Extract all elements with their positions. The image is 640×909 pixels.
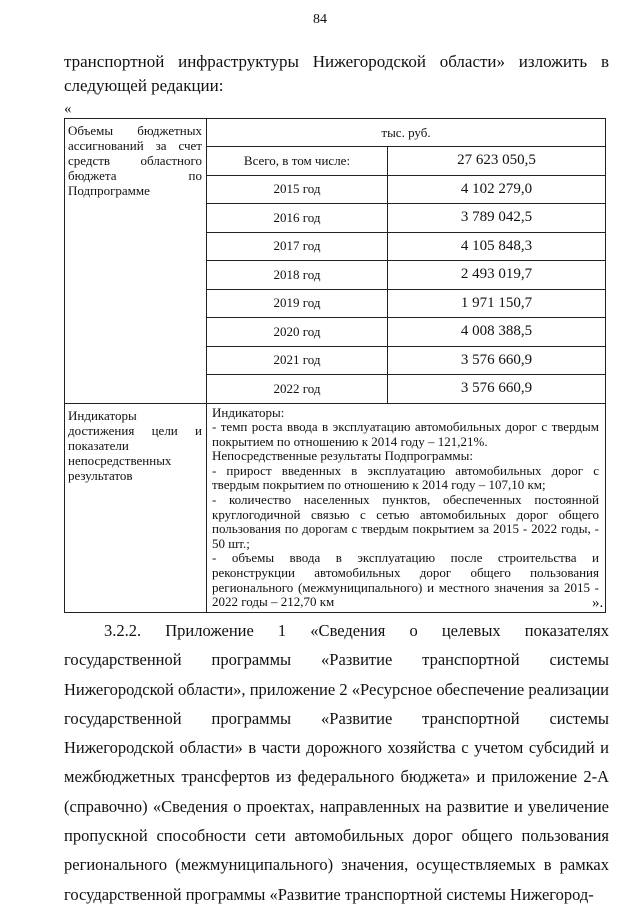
value-cell: 4 105 848,3 (388, 232, 606, 261)
page-number: 84 (313, 12, 327, 27)
quote-open-mark: « (64, 101, 72, 117)
indicators-label-cell: Индикаторы достижения цели и показатели непосредственных результатов (65, 403, 207, 612)
year-cell: 2022 год (207, 375, 388, 404)
value-cell: 4 102 279,0 (388, 175, 606, 204)
value-cell: 3 789 042,5 (388, 204, 606, 233)
total-value-cell: 27 623 050,5 (388, 147, 606, 176)
budget-table (64, 118, 606, 613)
indicator-line: Индикаторы: (212, 404, 285, 420)
indicator-line: - темп роста ввода в эксплуатацию автомобильных дорог с твердым покрытием по отношению к 2014 году – 121,21%. (212, 419, 599, 449)
indicator-line: - прирост введенных в эксплуатацию автомобильных дорог с твердым покрытием по отношению к 2014 году – 107,10 км; (212, 462, 599, 493)
year-cell: 2018 год (207, 261, 388, 290)
year-cell: 2017 год (207, 232, 388, 261)
year-cell: 2016 год (207, 204, 388, 233)
body-paragraph: 3.2.2. Приложение 1 «Сведения о целевых показателях государственной программы «Развитие транспортной системы Нижегородской области», приложение 2 «Ресурсное обеспечение реализации государственной программы «Развитие транспортной системы Нижегородской области» в части дорожного хозяйства с учетом субсидий и межбюджетных трансфертов из федерального бюджета» и приложение 2-А (справочно) «Сведения о проектах, направленных на развитие и увеличение пропускной способности сети автомобильных дорог общего пользования регионального (межмуниципального) значения, осуществляемых в рамках государственной программы «Развитие транспортной системы Нижегород- (64, 621, 609, 904)
indicator-line: - объемы ввода в эксплуатацию после строительства и реконструкции автомобильных дорог общего пользования регионального (межмуниципального) и местного значения за 2015 - 2022 годы – 212,70 км (212, 550, 599, 610)
unit-cell: тыс. руб. (207, 119, 606, 147)
indicator-line: Непосредственные результаты Подпрограммы: (212, 448, 473, 464)
year-cell: 2015 год (207, 175, 388, 204)
value-cell: 1 971 150,7 (388, 289, 606, 318)
year-cell: 2019 год (207, 289, 388, 318)
total-label-cell: Всего, в том числе: (207, 147, 388, 176)
value-cell: 3 576 660,9 (388, 375, 606, 404)
year-cell: 2021 год (207, 346, 388, 375)
indicators-cell (207, 403, 606, 612)
quote-close-mark: ». (592, 595, 604, 611)
intro-paragraph: транспортной инфраструктуры Нижегородской области» изложить в следующей редакции: (64, 52, 609, 95)
value-cell: 4 008 388,5 (388, 318, 606, 347)
indicator-line: - количество населенных пунктов, обеспеченных постоянной круглогодичной связью с сетью автомобильных дорог общего пользования по дорогам с твердым покрытием за 2015 - 2022 годы, - 50 шт.; (212, 492, 599, 551)
year-cell: 2020 год (207, 318, 388, 347)
budget-label-cell: Объемы бюджетных ассигнований за счет средств областного бюджета по Подпрограмме (65, 119, 207, 404)
value-cell: 2 493 019,7 (388, 261, 606, 290)
value-cell: 3 576 660,9 (388, 346, 606, 375)
